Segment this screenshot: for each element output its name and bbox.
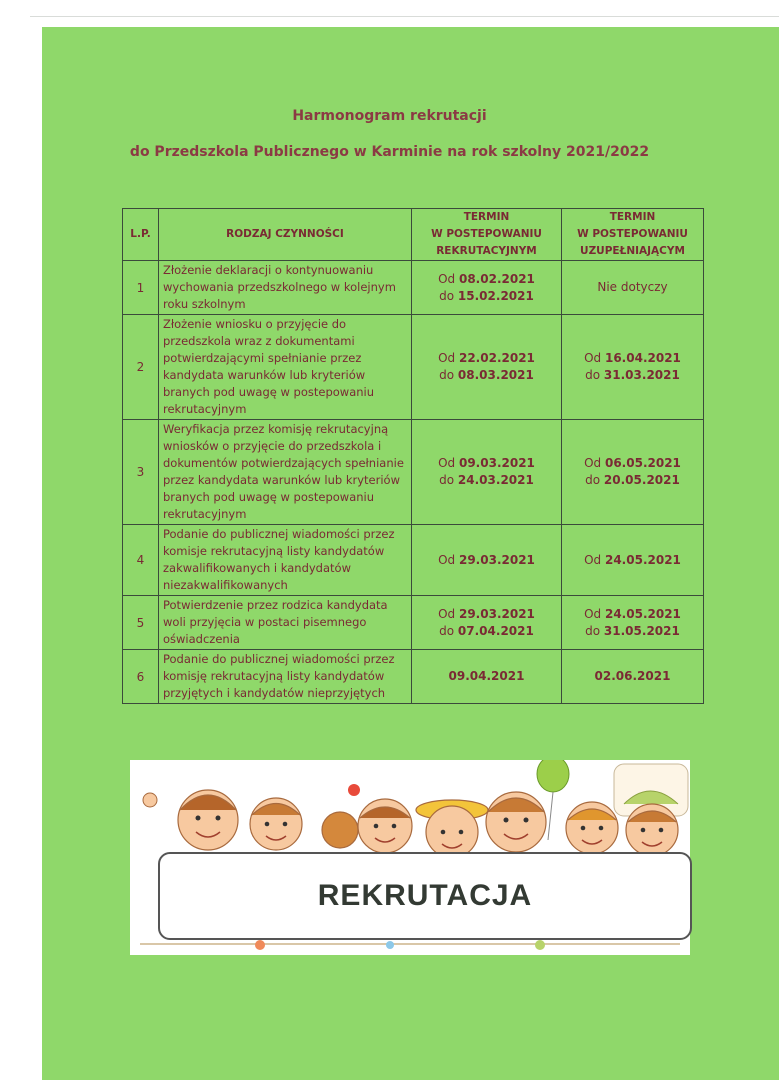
row-recruitment-term — [412, 525, 562, 596]
supplementary-term-to: do 20.05.2021 — [585, 473, 680, 487]
row-recruitment-term — [412, 596, 562, 650]
row-activity: Podanie do publicznej wiadomości przez komisję rekrutacyjną listy kandydatów przyjętych i kandydatów nieprzyjętych — [159, 650, 412, 704]
table-row — [123, 596, 704, 650]
date-value: 09.03.2021 — [458, 456, 535, 470]
recruitment-term-from: 09.04.2021 — [448, 669, 525, 683]
date-value: 22.02.2021 — [458, 351, 535, 365]
date-value: 08.03.2021 — [457, 368, 534, 382]
row-supplementary-term — [562, 261, 704, 315]
recruitment-term-to: do 07.04.2021 — [439, 623, 534, 638]
decorative-strip — [140, 938, 680, 952]
date-value: 07.04.2021 — [457, 623, 534, 638]
page-subtitle: do Przedszkola Publicznego w Karminie na rok szkolny 2021/2022 — [129, 144, 650, 160]
row-supplementary-term — [562, 650, 704, 704]
supplementary-term-from: 02.06.2021 — [594, 669, 671, 683]
date-value: 31.03.2021 — [603, 368, 680, 382]
date-value: 15.02.2021 — [457, 288, 534, 303]
header-term-recruitment-line2: W POSTEPOWANIU — [431, 228, 542, 240]
date-value: 29.03.2021 — [458, 552, 535, 567]
row-recruitment-term — [412, 650, 562, 704]
header-activity: RODZAJ CZYNNOŚCI — [159, 209, 412, 261]
row-number: 5 — [123, 596, 159, 650]
row-activity: Złożenie deklaracji o kontynuowaniu wychowania przedszkolnego w kolejnym roku szkolnym — [159, 261, 412, 315]
row-activity: Potwierdzenie przez rodzica kandydata woli przyjęcia w postaci pisemnego oświadczenia — [159, 596, 412, 650]
recruitment-term-to: do 08.03.2021 — [439, 368, 534, 382]
date-value: 29.03.2021 — [458, 606, 535, 621]
row-activity: Złożenie wniosku o przyjęcie do przedszkola wraz z dokumentami potwierdzającymi spełnianie przez kandydata warunków lub kryteriów branych pod uwagę w postepowaniu rekrutacyjnym — [159, 315, 412, 420]
row-activity: Podanie do publicznej wiadomości przez komisje rekrutacyjną listy kandydatów zakwalifikowanych i kandydatów niezakwalifikowanych — [159, 525, 412, 596]
recruitment-sign — [158, 852, 692, 940]
date-value: 06.05.2021 — [604, 456, 681, 470]
recruitment-banner — [130, 760, 690, 955]
header-term-recruitment-line3: REKRUTACYJNYM — [436, 245, 537, 257]
header-term-recruitment — [412, 209, 562, 261]
recruitment-term-from: Od 09.03.2021 — [438, 456, 535, 470]
schedule-table — [122, 208, 704, 704]
table-row — [123, 650, 704, 704]
scan-top-edge — [30, 16, 779, 17]
header-term-supplementary-line2: W POSTEPOWANIU — [577, 228, 688, 240]
row-supplementary-term — [562, 596, 704, 650]
supplementary-term-from: Od 16.04.2021 — [584, 351, 681, 365]
date-value: 24.03.2021 — [457, 473, 534, 487]
recruitment-term-from: Od 08.02.2021 — [438, 271, 535, 286]
recruitment-term-to: do 24.03.2021 — [439, 473, 534, 487]
row-recruitment-term — [412, 315, 562, 420]
supplementary-term-to: do 31.03.2021 — [585, 368, 680, 382]
row-supplementary-term — [562, 525, 704, 596]
recruitment-term-from: Od 22.02.2021 — [438, 351, 535, 365]
table-row — [123, 261, 704, 315]
table-row — [123, 420, 704, 525]
supplementary-term-from: Nie dotyczy — [597, 280, 668, 294]
table-row — [123, 525, 704, 596]
date-value: 16.04.2021 — [604, 351, 681, 365]
row-supplementary-term — [562, 420, 704, 525]
row-supplementary-term — [562, 315, 704, 420]
row-number: 3 — [123, 420, 159, 525]
date-value: 24.05.2021 — [604, 552, 681, 567]
supplementary-term-from: Od 24.05.2021 — [584, 552, 681, 567]
row-recruitment-term — [412, 420, 562, 525]
date-value: 08.02.2021 — [458, 271, 535, 286]
header-term-supplementary — [562, 209, 704, 261]
page-title: Harmonogram rekrutacji — [292, 108, 487, 124]
recruitment-term-from: Od 29.03.2021 — [438, 552, 535, 567]
row-number: 6 — [123, 650, 159, 704]
supplementary-term-from: Od 06.05.2021 — [584, 456, 681, 470]
recruitment-term-to: do 15.02.2021 — [439, 288, 534, 303]
date-value: 20.05.2021 — [603, 473, 680, 487]
header-lp: L.P. — [123, 209, 159, 261]
table-row — [123, 315, 704, 420]
supplementary-term-to: do 31.05.2021 — [585, 623, 680, 638]
supplementary-term-from: Od 24.05.2021 — [584, 606, 681, 621]
table-header-row — [123, 209, 704, 261]
header-term-supplementary-line3: UZUPEŁNIAJĄCYM — [580, 245, 685, 257]
date-value: 24.05.2021 — [604, 606, 681, 621]
row-number: 4 — [123, 525, 159, 596]
sign-text: REKRUTACJA — [317, 879, 533, 912]
row-activity: Weryfikacja przez komisję rekrutacyjną wniosków o przyjęcie do przedszkola i dokumentów potwierdzających spełnianie przez kandydata warunków lub kryteriów branych pod uwagę w postepowaniu rekrutacyjnym — [159, 420, 412, 525]
date-value: 31.05.2021 — [603, 623, 680, 638]
header-term-supplementary-line1: TERMIN — [609, 211, 656, 223]
row-number: 2 — [123, 315, 159, 420]
row-recruitment-term — [412, 261, 562, 315]
row-number: 1 — [123, 261, 159, 315]
recruitment-term-from: Od 29.03.2021 — [438, 606, 535, 621]
header-term-recruitment-line1: TERMIN — [463, 211, 510, 223]
